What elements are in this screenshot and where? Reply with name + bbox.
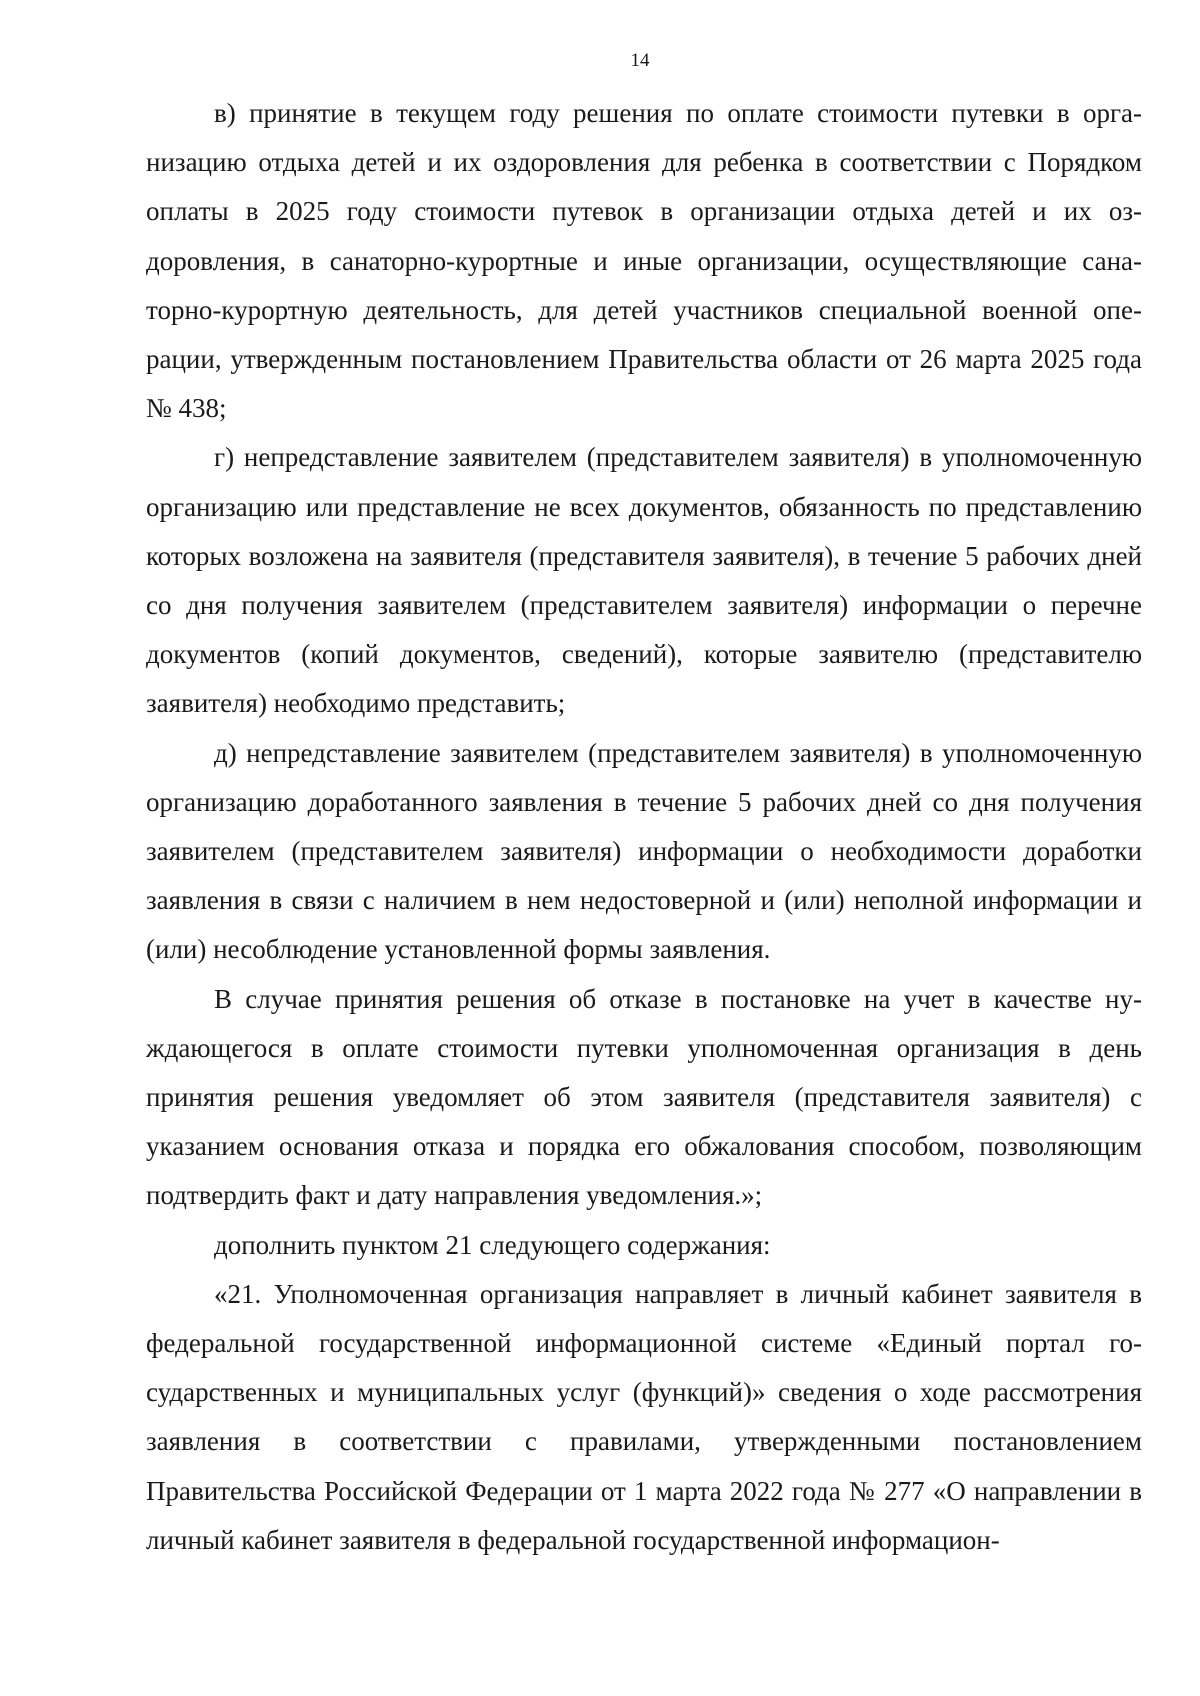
page-number: 14 — [630, 50, 650, 71]
paragraph-refusal-notice: В случае принятия решения об отказе в постановке на учет в качестве нуждающегося в оплате стоимости путевки уполномоченная организация в день принятия решения уведомляет об этом заявителя (представителя заявителя) с указанием основания отказа и порядка его обжалования способом, позволяющим подтвердить факт и дату направления уведомления.»; — [146, 983, 1142, 1211]
paragraph-item-21: «21. Уполномоченная организация направляет в личный кабинет заявителя в федеральной государственной информационной системе «Единый портал государственных и муниципальных услуг (функций)» сведения о ходе рассмотрения заявления в соответствии с правилами, утвержденными постановлением Правительства Российской Федерации от 1 марта 2022 года № 277 «О направлении в личный кабинет заявителя в федеральной государственной информацион- — [146, 1278, 1142, 1555]
document-body — [146, 89, 1142, 1565]
paragraph-v: в) принятие в текущем году решения по оплате стоимости путевки в организацию отдыха детей и их оздоровления для ребенка в соответствии с Порядком оплаты в 2025 году стоимости путевок в организации отдыха детей и их оздоровления, в санаторно-курортные и иные организации, осуществляющие санаторно-курортную деятельность, для детей участников специальной военной операции, утвержденным постановлением Правительства области от 26 марта 2025 года № 438; — [146, 98, 1142, 424]
paragraph-d: д) непредставление заявителем (представителем заявителя) в уполномоченную организацию доработанного заявления в течение 5 рабочих дней со дня получения заявителем (представителем заявителя) информации о необходимости доработки заявления в связи с наличием в нем недостоверной и (или) неполной информации и (или) несоблюдение установленной формы заявления. — [146, 737, 1142, 965]
paragraph-add-item-21: дополнить пунктом 21 следующего содержания: — [214, 1229, 771, 1260]
paragraph-g: г) непредставление заявителем (представителем заявителя) в уполномоченную организацию или представление не всех документов, обязанность по представлению которых возложена на заявителя (представителя заявителя), в течение 5 рабочих дней со дня получения заявителем (представителем заявителя) информации о перечне документов (копий документов, сведений), которые заявителю (представителю заявителя) необходимо представить; — [146, 442, 1142, 719]
